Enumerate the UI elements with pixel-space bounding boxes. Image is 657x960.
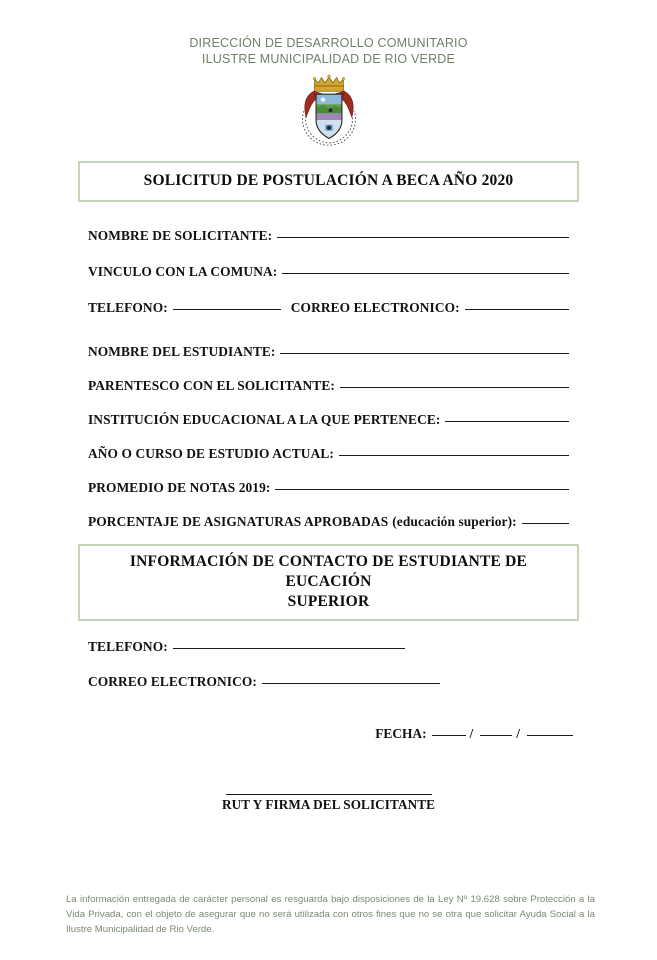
input-institucion[interactable] xyxy=(445,421,569,422)
signature-block xyxy=(0,794,657,813)
label-nombre-solicitante: NOMBRE DE SOLICITANTE: xyxy=(88,228,273,244)
input-ano-curso[interactable] xyxy=(339,455,569,456)
label-promedio-notas: PROMEDIO DE NOTAS 2019: xyxy=(88,480,271,496)
field-row-nombre-estudiante xyxy=(88,344,569,360)
input-telefono-estudiante[interactable] xyxy=(173,648,405,649)
input-nombre-estudiante[interactable] xyxy=(280,353,569,354)
field-row-nombre-solicitante xyxy=(88,228,569,244)
input-telefono-solicitante[interactable] xyxy=(173,309,281,310)
field-row-porcentaje-asignaturas xyxy=(88,514,569,530)
input-vinculo-comuna[interactable] xyxy=(282,273,569,274)
contact-banner-line-2: SUPERIOR xyxy=(287,592,370,610)
field-row-telefono-solicitante xyxy=(88,300,569,316)
label-parentesco: PARENTESCO CON EL SOLICITANTE: xyxy=(88,378,335,394)
date-separator-1: / xyxy=(469,725,474,741)
student-section xyxy=(88,344,569,530)
label-porcentaje-nota: (educación superior): xyxy=(392,514,517,530)
input-correo-solicitante[interactable] xyxy=(465,309,569,310)
input-fecha-dia[interactable] xyxy=(432,735,466,736)
field-row-institucion xyxy=(88,412,569,428)
contact-section-banner xyxy=(78,544,579,620)
input-nombre-solicitante[interactable] xyxy=(277,237,569,238)
contact-section xyxy=(88,639,569,690)
field-row-ano-curso xyxy=(88,446,569,462)
municipal-coat-of-arms-icon xyxy=(291,73,367,149)
applicant-section xyxy=(88,228,569,316)
date-separator-2: / xyxy=(516,725,520,741)
page-title: SOLICITUD DE POSTULACIÓN A BECA AÑO 2020 xyxy=(143,172,514,190)
field-row-telefono-estudiante xyxy=(88,639,569,655)
form-title-banner xyxy=(78,161,579,202)
input-promedio-notas[interactable] xyxy=(275,489,569,490)
signature-line[interactable] xyxy=(226,794,432,795)
input-fecha-ano[interactable] xyxy=(527,735,573,736)
header-line-municipality: ILUSTRE MUNICIPALIDAD DE RIO VERDE xyxy=(201,51,456,66)
input-correo-estudiante[interactable] xyxy=(262,683,440,684)
label-telefono-solicitante: TELEFONO: xyxy=(88,300,168,316)
label-correo-solicitante: CORREO ELECTRONICO: xyxy=(290,300,460,316)
input-parentesco[interactable] xyxy=(340,387,569,388)
header-line-department: DIRECCIÓN DE DESARROLLO COMUNITARIO xyxy=(189,36,468,50)
field-row-vinculo-comuna xyxy=(88,264,569,280)
label-telefono-estudiante: TELEFONO: xyxy=(88,638,168,654)
field-row-parentesco xyxy=(88,378,569,394)
footer-disclaimer: La información entregada de carácter personal es resguarda bajo disposiciones de la Ley Nº 19.628 sobre Protección a la Vida Privada, con el objeto de asegurar que no será utilizada con otros fines que no se otra que solicitar Ayuda Social a la Ilustre Municipalidad de Rio Verde. xyxy=(66,894,595,935)
contact-banner-line-1: INFORMACIÓN DE CONTACTO DE ESTUDIANTE DE EUCACIÓN xyxy=(129,553,528,591)
organization-header xyxy=(0,0,657,67)
crest-container xyxy=(0,73,657,149)
input-porcentaje-asignaturas[interactable] xyxy=(522,523,569,524)
label-fecha: FECHA: xyxy=(375,725,427,741)
label-correo-estudiante: CORREO ELECTRONICO: xyxy=(88,673,257,689)
crown-element xyxy=(313,75,345,91)
label-vinculo-comuna: VINCULO CON LA COMUNA: xyxy=(88,264,278,280)
label-porcentaje-asignaturas: PORCENTAJE DE ASIGNATURAS APROBADAS xyxy=(88,514,389,530)
label-nombre-estudiante: NOMBRE DEL ESTUDIANTE: xyxy=(88,344,276,360)
field-row-correo-estudiante xyxy=(88,674,569,690)
signature-caption: RUT Y FIRMA DEL SOLICITANTE xyxy=(221,796,435,812)
field-row-promedio-notas xyxy=(88,480,569,496)
label-institucion: INSTITUCIÓN EDUCACIONAL A LA QUE PERTENECE: xyxy=(88,412,441,428)
date-row xyxy=(88,726,573,742)
input-fecha-mes[interactable] xyxy=(480,735,512,736)
shield-element xyxy=(316,95,342,139)
label-ano-curso: AÑO O CURSO DE ESTUDIO ACTUAL: xyxy=(88,446,334,462)
